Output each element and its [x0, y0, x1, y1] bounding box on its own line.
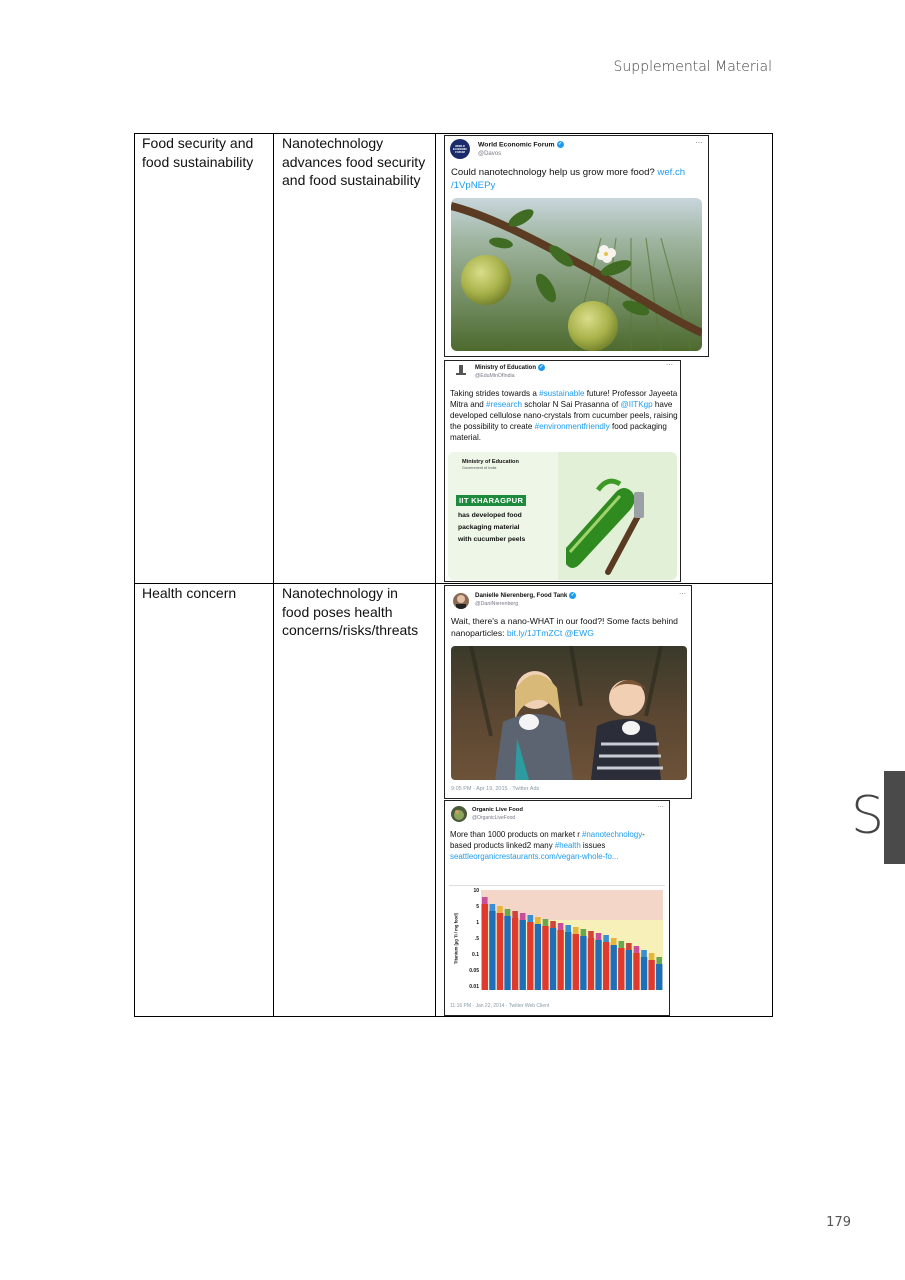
chart-bar: [626, 950, 632, 990]
chart-tick-label: 0.05: [469, 968, 479, 974]
product-package-thumbnail: [656, 957, 662, 964]
author-name-text: Danielle Nierenberg, Food Tank: [475, 592, 568, 600]
tweet-card[interactable]: [444, 135, 709, 357]
table-border-left: [134, 133, 135, 1017]
ministry-card-title: Ministry of Education: [462, 459, 519, 465]
description-cell: Nanotechnology in food poses health concerns/risks/threats: [282, 585, 419, 638]
theme-cell: Health concern: [142, 585, 237, 601]
tweet-timestamp: 11:16 PM · Jan 22, 2014 · Twitter Web Client: [450, 1003, 550, 1009]
chart-y-ticks: [459, 890, 481, 990]
more-options-icon[interactable]: ⋯: [679, 591, 686, 598]
hashtag-link[interactable]: #research: [486, 400, 522, 409]
tweet-text-plain: Taking strides towards a: [450, 389, 540, 398]
chart-bar: [512, 918, 518, 990]
product-package-thumbnail: [543, 919, 549, 926]
table-column-divider: [273, 133, 274, 1017]
chart-bar: [656, 964, 662, 990]
tweet-text: [451, 616, 685, 639]
tweet-author-handle: @DaniNierenberg: [475, 601, 519, 607]
chart-bar: [633, 953, 639, 990]
chart-bar: [618, 948, 624, 990]
tweet-text: [450, 388, 678, 443]
product-package-thumbnail: [535, 917, 541, 924]
ministry-card-subtitle: Government of India: [462, 466, 497, 470]
chart-bar: [595, 940, 601, 990]
chart-bar: [482, 904, 488, 990]
author-name-text: Ministry of Education: [475, 365, 537, 372]
titanium-bar-chart: [481, 890, 663, 990]
apple-tree-photo[interactable]: [451, 198, 702, 351]
tweet-author-name: [478, 141, 564, 148]
tweet-text: [451, 167, 706, 192]
product-package-thumbnail: [520, 913, 526, 920]
product-package-thumbnail: [641, 950, 647, 957]
chart-bar: [527, 922, 533, 990]
chart-tick-label: 1: [476, 920, 479, 926]
chart-bar: [557, 930, 563, 990]
avatar: [453, 593, 469, 609]
product-package-thumbnail: [603, 935, 609, 942]
tweet-card[interactable]: [444, 585, 692, 799]
tweet-text-plain: food packaging material.: [450, 422, 667, 442]
tweet-author-name: [475, 592, 576, 599]
tweet-text-plain: Could nanotechnology help us grow more food?: [451, 167, 658, 178]
more-options-icon[interactable]: ⋯: [666, 362, 673, 369]
chart-bar: [588, 938, 594, 990]
product-package-thumbnail: [565, 925, 571, 932]
product-package-thumbnail: [573, 927, 579, 934]
person-avatar-icon: [453, 593, 469, 609]
tweet-link[interactable]: bit.ly/1JTmZCt @EWG: [506, 627, 594, 638]
card-caption-line: has developed food: [458, 512, 522, 519]
product-package-thumbnail: [619, 941, 625, 948]
product-package-thumbnail: [497, 906, 503, 913]
chart-bar: [489, 911, 495, 990]
product-package-thumbnail: [588, 931, 594, 938]
product-package-thumbnail: [581, 929, 587, 936]
card-caption-line: packaging material: [458, 524, 520, 531]
chart-bar: [497, 913, 503, 990]
iit-kharagpur-badge: IIT KHARAGPUR: [456, 495, 526, 506]
tweet-card[interactable]: [444, 360, 681, 582]
table-border-right: [772, 133, 773, 1017]
chart-bar: [504, 916, 510, 990]
hashtag-link[interactable]: #nanotechnology: [582, 830, 643, 839]
avatar: [450, 139, 470, 159]
hashtag-link[interactable]: #environmentfriendly: [534, 422, 610, 431]
tweet-timestamp: 9:05 PM · Apr 19, 2015 · Twitter Ads: [451, 786, 540, 792]
product-package-thumbnail: [611, 938, 617, 945]
url-link[interactable]: seattleorganicrestaurants.com/vegan-whole-fo...: [450, 851, 619, 861]
themes-table: [134, 133, 773, 1017]
titanium-chart-image[interactable]: [449, 885, 665, 998]
apple-branch-image: [451, 198, 702, 351]
description-cell: Nanotechnology advances food security and food sustainability: [282, 135, 426, 188]
card-caption-line: with cucumber peels: [458, 536, 526, 543]
avatar: [451, 806, 467, 822]
chart-tick-label: 0.1: [472, 952, 479, 958]
product-package-thumbnail: [550, 921, 556, 928]
running-header: Supplemental Material: [613, 59, 772, 75]
product-package-thumbnail: [649, 953, 655, 960]
tweet-author-name: [475, 364, 545, 371]
chart-tick-label: 0.01: [469, 984, 479, 990]
hashtag-link[interactable]: #health: [554, 840, 581, 850]
tweet-card[interactable]: [444, 800, 670, 1016]
product-package-thumbnail: [596, 933, 602, 940]
children-photo-image: [451, 646, 687, 780]
product-package-thumbnail: [634, 946, 640, 953]
chart-bar: [580, 936, 586, 990]
tweet-author-name: Organic Live Food: [472, 807, 523, 813]
chart-tick-label: .5: [474, 936, 479, 942]
tweet-text-plain: Wait, there's a nano-WHAT in our food?! Some facts behind nanoparticles:: [451, 616, 678, 638]
tweet-text: [450, 830, 666, 863]
mention-link[interactable]: @IITKgp: [620, 400, 653, 409]
chart-bar: [648, 960, 654, 990]
chart-bar: [550, 928, 556, 990]
side-tab-letter: S: [851, 786, 885, 846]
more-options-icon[interactable]: ⋯: [657, 804, 664, 811]
table-column-divider: [435, 133, 436, 1017]
chart-bar: [603, 942, 609, 990]
tweet-author-handle: @EduMinOfIndia: [475, 373, 515, 379]
tweet-link[interactable]: wef.ch /1VpNEPy: [451, 167, 686, 191]
children-eating-photo[interactable]: [451, 646, 687, 780]
chart-bar: [611, 945, 617, 990]
side-tab: [884, 771, 905, 864]
theme-cell: Food security and food sustainability: [142, 135, 254, 170]
product-package-thumbnail: [558, 923, 564, 930]
chart-bar: [565, 932, 571, 990]
product-package-thumbnail: [505, 909, 511, 916]
avatar-logo-text: WORLD ECONOMIC FORUM: [452, 145, 468, 154]
chart-tick-label: 10: [473, 888, 479, 894]
tweet-author-handle: @Davos: [478, 151, 502, 157]
verified-badge-icon: ✓: [570, 592, 575, 598]
product-package-thumbnail: [626, 943, 632, 950]
cucumber-announcement-card[interactable]: [448, 452, 677, 580]
hashtag-link[interactable]: #sustainable: [539, 389, 585, 398]
tweet-text-plain: More than 1000 products on market r: [450, 830, 583, 839]
tweet-text-plain: scholar N Sai Prasanna of: [522, 400, 621, 409]
emblem-icon: [451, 363, 471, 377]
more-options-icon[interactable]: ⋯: [695, 138, 703, 147]
chart-bar: [535, 924, 541, 990]
chart-tick-label: 5: [476, 904, 479, 910]
tweet-text-plain: -based products linked2 many: [450, 830, 645, 850]
chart-bar: [641, 957, 647, 990]
verified-badge-icon: ✓: [557, 141, 563, 147]
product-package-thumbnail: [482, 897, 488, 904]
tweet-text-plain: have developed cellulose nano-crystals from cucumber peels, raising the possibility to create: [450, 400, 678, 431]
chart-bar: [542, 926, 548, 990]
product-package-thumbnail: [490, 904, 496, 911]
chart-bar: [573, 934, 579, 990]
tweet-text-plain: future! Professor Jayeeta Mitra and: [450, 389, 678, 409]
page-number: 179: [826, 1215, 851, 1230]
tweet-text-plain: issues: [580, 840, 606, 850]
chart-y-axis-label: Titanium (µg Ti / mg food): [453, 912, 459, 965]
product-package-thumbnail: [528, 915, 534, 922]
organic-food-avatar-icon: [451, 806, 467, 822]
avatar: [451, 363, 471, 377]
author-name-text: World Economic Forum: [478, 141, 555, 149]
table-border-bottom: [134, 1016, 773, 1017]
verified-badge-icon: ✓: [539, 364, 544, 370]
product-package-thumbnail: [512, 911, 518, 918]
tweet-author-handle: @OrganicLiveFood: [472, 815, 516, 821]
chart-bar: [520, 920, 526, 990]
